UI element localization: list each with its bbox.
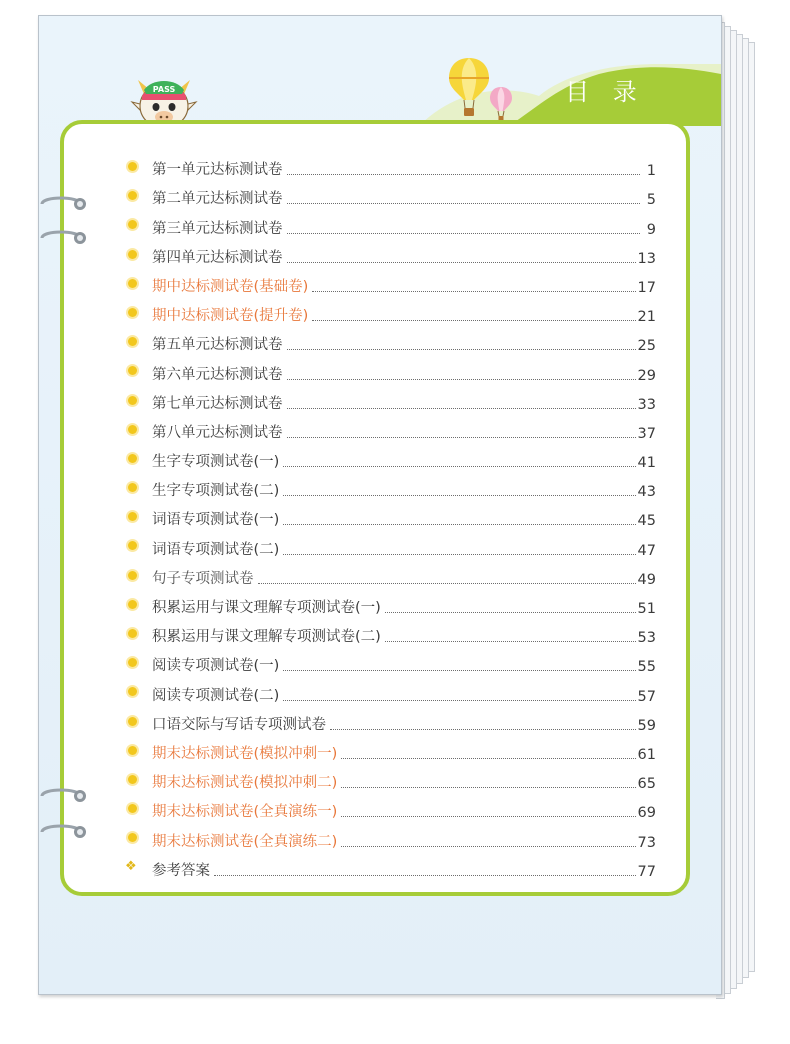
table-of-contents <box>125 152 656 882</box>
bullet-icon <box>128 454 137 463</box>
toc-page-number: 5 <box>646 192 656 209</box>
toc-page-number: 61 <box>637 746 656 763</box>
dot-leader <box>341 816 635 817</box>
bullet-icon <box>128 600 137 609</box>
toc-entry-title: 第五单元达标测试卷 <box>152 337 283 354</box>
dot-leader <box>283 554 635 555</box>
toc-entry[interactable] <box>128 210 656 239</box>
toc-entry[interactable] <box>128 794 656 823</box>
binder-ring-icon <box>40 786 88 806</box>
dot-leader <box>287 408 636 409</box>
toc-page-number: 69 <box>637 805 656 822</box>
toc-page-number: 17 <box>637 279 656 296</box>
toc-entry[interactable] <box>128 444 656 473</box>
toc-entry-title: 口语交际与写话专项测试卷 <box>152 716 326 733</box>
toc-entry[interactable] <box>128 298 656 327</box>
toc-entry-title: 第八单元达标测试卷 <box>152 424 283 441</box>
small-balloon-icon <box>489 86 513 122</box>
dot-leader <box>283 495 635 496</box>
bullet-icon <box>128 717 137 726</box>
dot-leader <box>287 379 636 380</box>
dot-leader <box>214 875 636 876</box>
bullet-icon <box>128 746 137 755</box>
binder-ring-icon <box>40 228 88 248</box>
dot-leader <box>341 758 635 759</box>
dot-leader <box>283 670 635 671</box>
dot-leader <box>312 320 635 321</box>
bullet-icon <box>128 308 137 317</box>
toc-page-number: 65 <box>637 776 656 793</box>
toc-entry-title: 第七单元达标测试卷 <box>152 395 283 412</box>
toc-entry[interactable] <box>128 765 656 794</box>
dot-leader <box>287 437 636 438</box>
toc-page-number: 47 <box>637 542 656 559</box>
toc-page-number: 45 <box>637 513 656 530</box>
toc-entry[interactable] <box>128 677 656 706</box>
dot-leader <box>283 700 635 701</box>
toc-entry[interactable] <box>128 240 656 269</box>
toc-entry-title: 生字专项测试卷(二) <box>152 483 280 500</box>
toc-page-number: 43 <box>637 484 656 501</box>
toc-entry-answers[interactable] <box>125 853 656 882</box>
dot-leader <box>287 349 636 350</box>
toc-entry[interactable] <box>128 181 656 210</box>
dot-leader <box>287 233 641 234</box>
dot-leader <box>287 262 636 263</box>
dot-leader <box>283 466 635 467</box>
toc-entry[interactable] <box>128 648 656 677</box>
bullet-icon <box>128 396 137 405</box>
toc-entry-title: 阅读专项测试卷(一) <box>152 658 280 675</box>
dot-leader <box>287 203 641 204</box>
mascot-icon <box>130 72 198 126</box>
binder-ring-icon <box>40 194 88 214</box>
page-title: 目 录 <box>565 78 645 106</box>
toc-entry-title: 句子专项测试卷 <box>152 570 254 587</box>
toc-entry[interactable] <box>128 502 656 531</box>
dot-leader <box>258 583 636 584</box>
toc-entry-title: 期末达标测试卷(模拟冲刺一) <box>152 745 338 762</box>
toc-entry-title: 积累运用与课文理解专项测试卷(一) <box>152 600 381 616</box>
hot-air-balloon-icon <box>447 56 491 118</box>
toc-entry[interactable] <box>128 415 656 444</box>
toc-page-number: 41 <box>637 455 656 472</box>
bullet-icon <box>128 629 137 638</box>
toc-page-number: 33 <box>637 396 656 413</box>
toc-page-number: 29 <box>637 367 656 384</box>
diamond-star-icon: ❖ <box>125 858 137 874</box>
dot-leader <box>385 612 636 613</box>
bullet-icon <box>128 775 137 784</box>
toc-page-number: 53 <box>637 630 656 647</box>
bullet-icon <box>128 425 137 434</box>
toc-entry[interactable] <box>128 269 656 298</box>
toc-entry-title: 生字专项测试卷(一) <box>152 454 280 471</box>
toc-entry[interactable] <box>128 707 656 736</box>
toc-page-number: 21 <box>637 309 656 326</box>
toc-entry[interactable] <box>128 531 656 560</box>
toc-entry-title: 期末达标测试卷(全真演练一) <box>152 804 338 821</box>
toc-entry-title: 期末达标测试卷(全真演练二) <box>152 833 338 850</box>
toc-entry-title: 第六单元达标测试卷 <box>152 366 283 383</box>
toc-entry[interactable] <box>128 590 656 619</box>
toc-entry-title: 词语专项测试卷(一) <box>152 512 280 529</box>
toc-entry[interactable] <box>128 386 656 415</box>
toc-entry-title: 第一单元达标测试卷 <box>152 162 283 179</box>
toc-page-number: 77 <box>637 863 656 880</box>
toc-page-number: 59 <box>637 717 656 734</box>
toc-entry[interactable] <box>128 152 656 181</box>
bullet-icon <box>128 279 137 288</box>
toc-entry[interactable] <box>128 356 656 385</box>
toc-entry[interactable] <box>128 473 656 502</box>
toc-page-number: 13 <box>637 250 656 267</box>
toc-entry[interactable] <box>128 823 656 852</box>
toc-page-number: 9 <box>646 221 656 238</box>
toc-page-number: 37 <box>637 425 656 442</box>
toc-page-number: 51 <box>637 601 656 617</box>
toc-entry-title: 第三单元达标测试卷 <box>152 220 283 237</box>
bullet-icon <box>128 571 137 580</box>
dot-leader <box>385 641 636 642</box>
toc-page-number: 73 <box>637 834 656 851</box>
dot-leader <box>330 729 636 730</box>
toc-entry-title: 期末达标测试卷(模拟冲刺二) <box>152 775 338 792</box>
toc-entry-title: 第四单元达标测试卷 <box>152 249 283 266</box>
bullet-icon <box>128 483 137 492</box>
svg-text:PASS: PASS <box>152 85 176 94</box>
bullet-icon <box>128 250 137 259</box>
dot-leader <box>341 846 635 847</box>
bullet-icon <box>128 162 137 171</box>
toc-page-number: 55 <box>637 659 656 676</box>
toc-entry-title: 阅读专项测试卷(二) <box>152 687 280 704</box>
toc-entry-title: 期中达标测试卷(基础卷) <box>152 278 309 295</box>
toc-entry-title: 第二单元达标测试卷 <box>152 191 283 208</box>
dot-leader <box>312 291 635 292</box>
toc-page-number: 57 <box>637 688 656 705</box>
dot-leader <box>341 787 635 788</box>
toc-entry-title: 期中达标测试卷(提升卷) <box>152 308 309 325</box>
toc-page-number: 1 <box>646 163 656 180</box>
toc-entry[interactable] <box>128 736 656 765</box>
toc-entry[interactable] <box>128 619 656 648</box>
toc-page-number: 25 <box>637 338 656 355</box>
toc-entry-title: 词语专项测试卷(二) <box>152 541 280 558</box>
dot-leader <box>283 524 635 525</box>
toc-entry[interactable] <box>128 561 656 590</box>
toc-entry-title: 参考答案 <box>152 862 210 879</box>
toc-page-number: 49 <box>637 571 656 588</box>
toc-entry-title: 积累运用与课文理解专项测试卷(二) <box>152 629 381 646</box>
toc-entry[interactable] <box>128 327 656 356</box>
dot-leader <box>287 174 641 175</box>
binder-ring-icon <box>40 822 88 842</box>
